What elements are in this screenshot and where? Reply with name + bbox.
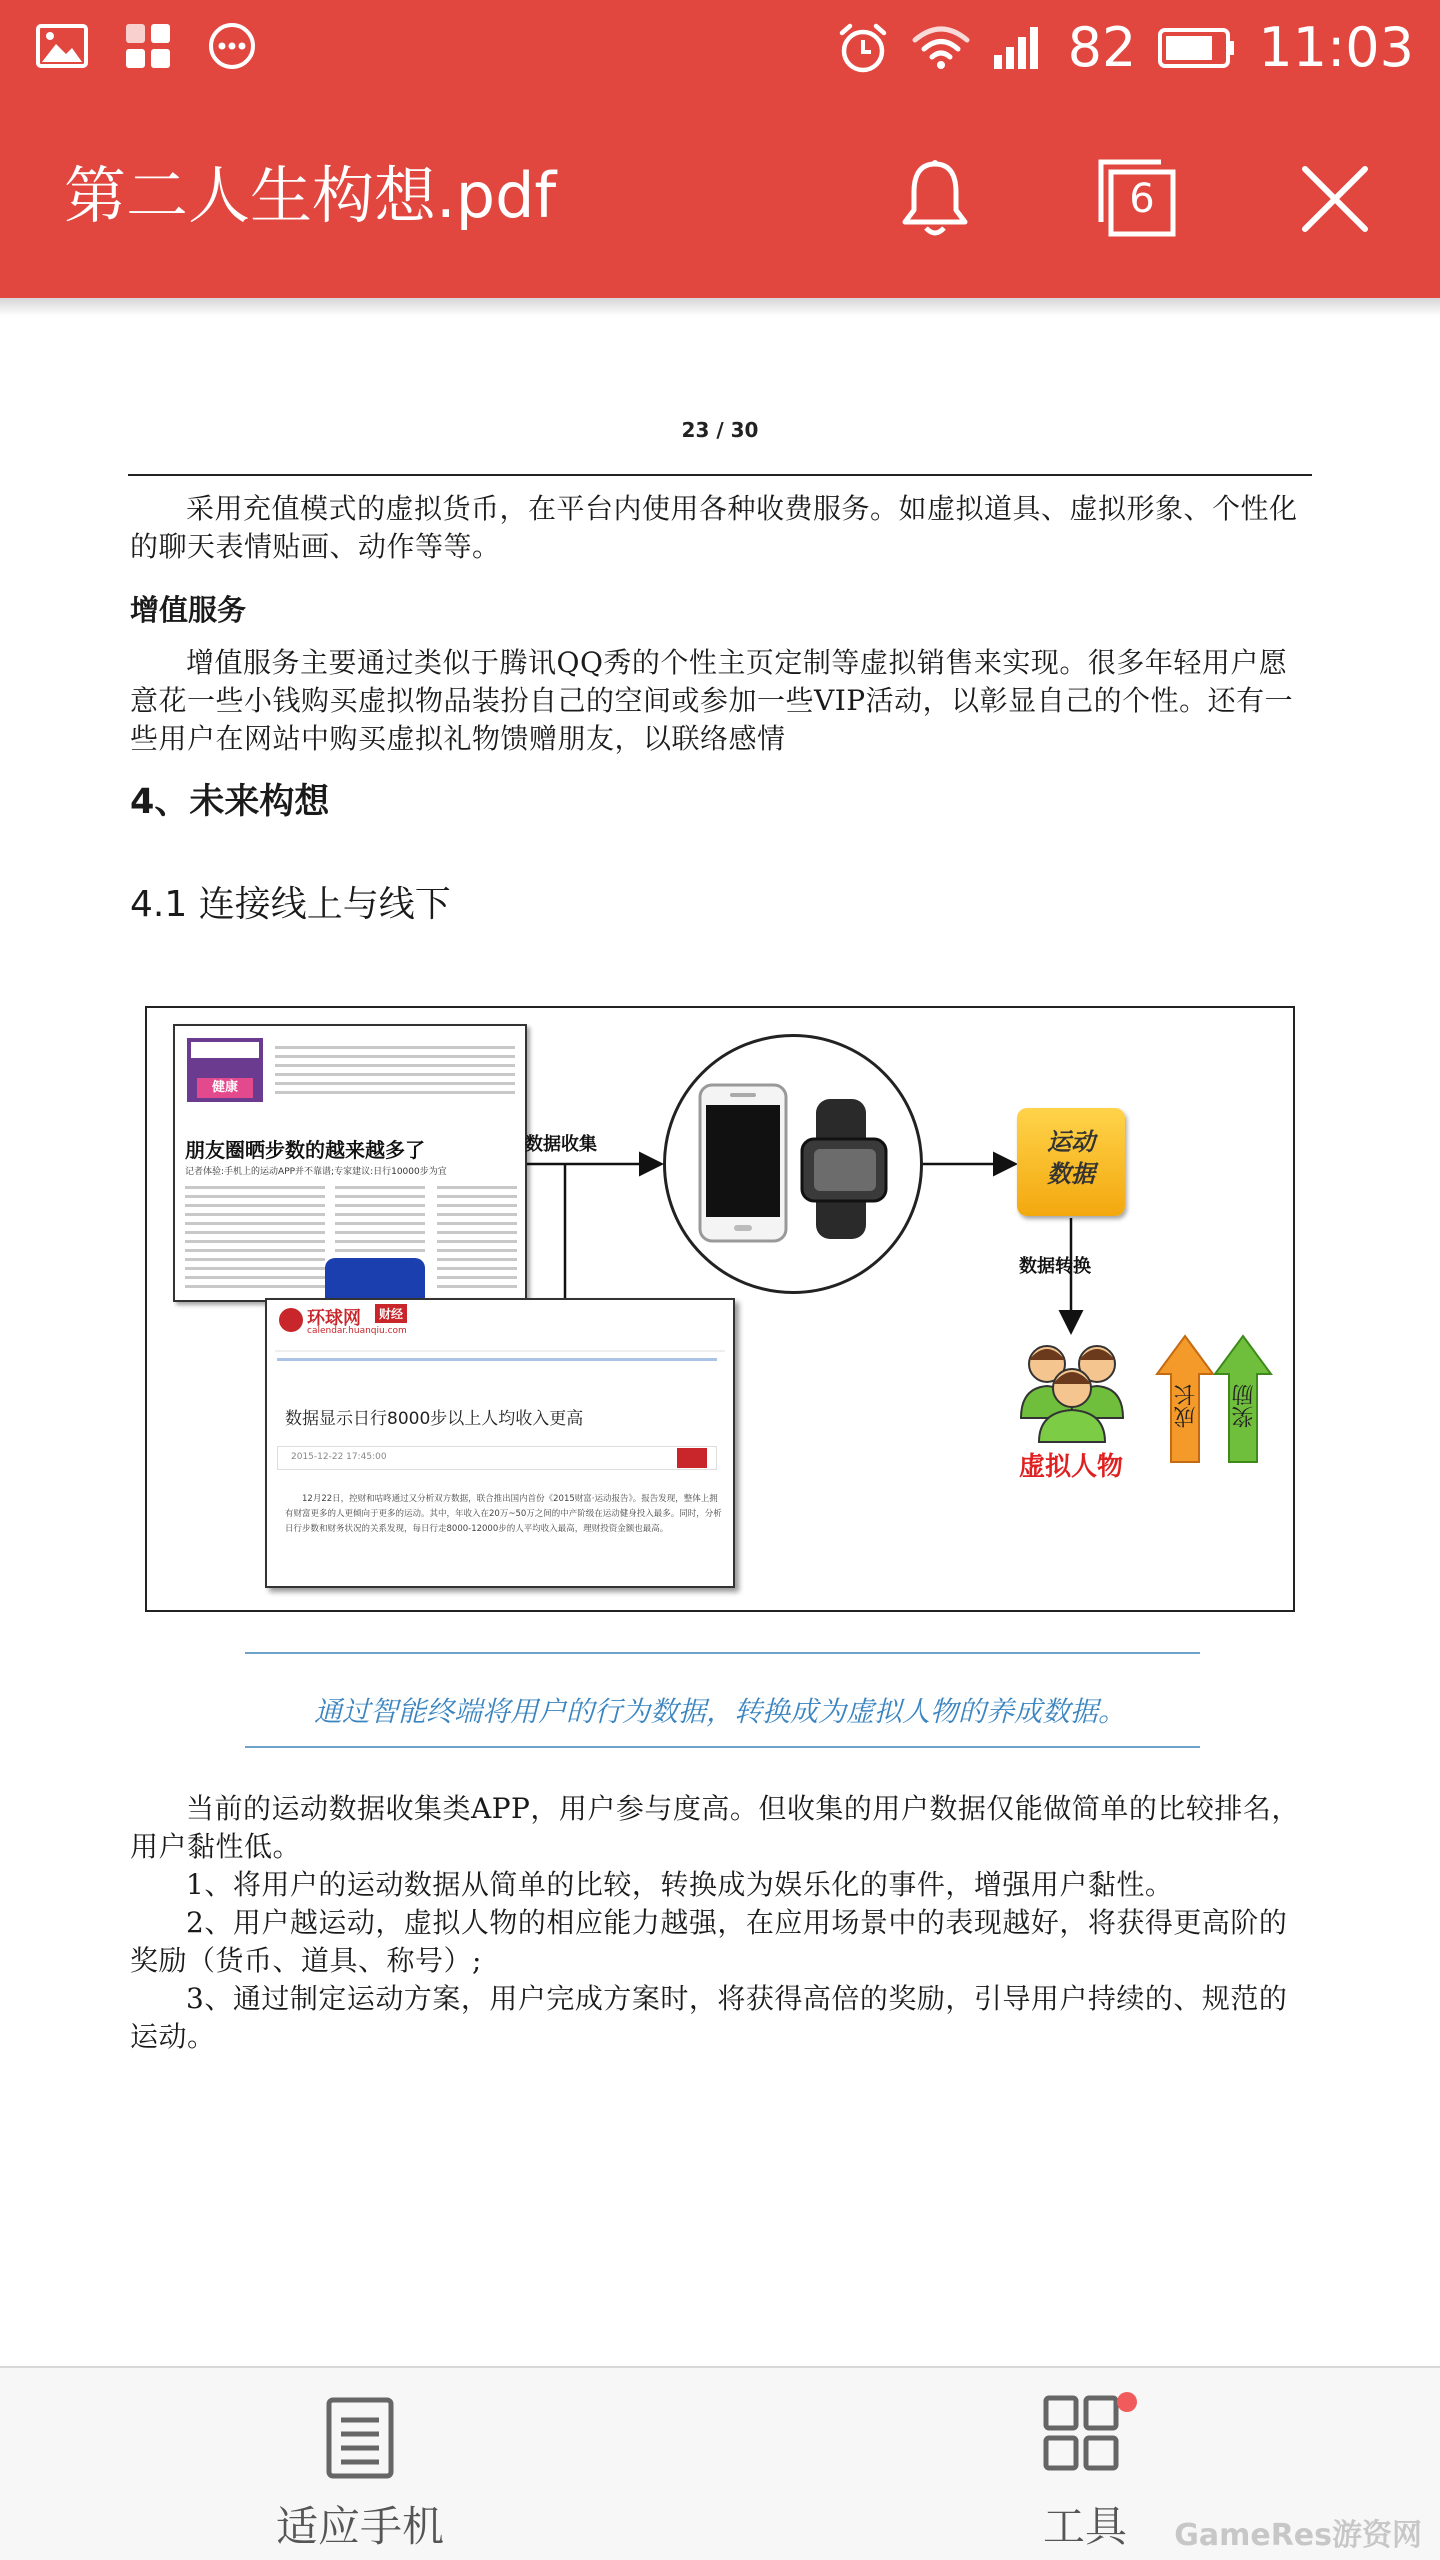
smart-devices-circle [663, 1034, 923, 1294]
status-bar [0, 0, 1440, 98]
sports-data-line1: 运动 [1047, 1128, 1095, 1156]
paragraph-current-apps: 当前的运动数据收集类APP，用户参与度高。但收集的用户数据仅能做简单的比较排名，用户黏性低。 [130, 1792, 1300, 1863]
fit-phone-button[interactable] [210, 2368, 510, 2560]
notification-dot [1117, 2392, 1137, 2412]
newspaper-clipping [173, 1024, 527, 1302]
virtual-characters-icon [1017, 1334, 1127, 1444]
paragraph-point-1: 1、将用户的运动数据从简单的比较，转换成为娱乐化的事件，增强用户黏性。 [186, 1868, 1174, 1901]
newspaper-headline: 朋友圈晒步数的越来越多了 [185, 1138, 425, 1162]
tab-count: 6 [1129, 176, 1155, 222]
smartwatch-icon [794, 1099, 894, 1239]
site-logo: 环球网 [307, 1308, 361, 1329]
sports-data-box [1017, 1108, 1125, 1216]
paragraph-value-added: 增值服务主要通过类似于腾讯QQ秀的个性主页定制等虚拟销售来实现。很多年轻用户愿意花一些小钱购买虚拟物品装扮自己的空间或参加一些VIP活动，以彰显自己的个性。还有一些用户在网站中购买虚拟礼物馈赠朋友，以联络感情 [130, 646, 1294, 755]
label-data-conversion: 数据转换 [1019, 1256, 1091, 1277]
document-fit-icon [323, 2396, 397, 2480]
document-title: 第二人生构想.pdf [64, 159, 557, 232]
close-icon[interactable] [1300, 164, 1370, 234]
newspaper-masthead [187, 1038, 263, 1102]
article-headline: 数据显示日行8000步以上人均收入更高 [285, 1409, 584, 1429]
web-article-screenshot [265, 1298, 735, 1588]
sports-data-line2: 数据 [1047, 1160, 1095, 1188]
battery-level: 82 [1067, 16, 1137, 79]
caption-rule-bottom [245, 1746, 1200, 1748]
wifi-icon [912, 24, 970, 72]
fit-phone-label: 适应手机 [275, 2502, 444, 2551]
figure-caption: 通过智能终端将用户的行为数据，转换成为虚拟人物的养成数据。 [313, 1695, 1126, 1728]
header-rule [128, 474, 1312, 476]
alarm-icon [836, 21, 890, 75]
reward-label: 奖励 [1232, 1384, 1257, 1428]
newspaper-phone-image [325, 1258, 425, 1302]
site-logo-tag: 财经 [375, 1304, 407, 1323]
heading-value-added: 增值服务 [130, 593, 247, 627]
image-icon [36, 24, 88, 68]
heading-section-4-1: 4.1 连接线上与线下 [130, 884, 451, 925]
smartphone-icon [698, 1083, 788, 1243]
logo-mark [279, 1308, 303, 1332]
caption-rule-top [245, 1652, 1200, 1654]
more-icon [208, 22, 256, 70]
apps-icon [124, 22, 172, 70]
title-bar [0, 98, 1440, 298]
signal-icon [992, 25, 1046, 71]
growth-label: 成长 [1174, 1384, 1199, 1428]
bell-icon[interactable] [900, 158, 970, 240]
newspaper-badge: 健康 [197, 1078, 253, 1098]
paragraph-point-2: 2、用户越运动，虚拟人物的相应能力越强，在应用场景中的表现越好，将获得更高阶的奖励（货币、道具、称号）; [130, 1906, 1288, 1977]
newspaper-subhead: 记者体验:手机上的运动APP并不靠谱;专家建议:日行10000步为宜 [185, 1167, 447, 1177]
header-shadow [0, 298, 1440, 316]
tabs-button[interactable] [1095, 156, 1179, 240]
watermark: GameRes游资网 [1174, 2518, 1422, 2553]
article-body: 12月22日，控财和咕咚通过又分析双方数据，联合推出国内首份《2015财富·运动报告》。报告发现，整体上拥有财富更多的人更倾向于更多的运动。其中，年收入在20万~50万之间的中产阶级在运动健身投入最多。同时，分析日行步数和财务状况的关系发现，每日行走8000-12000步的人平均收入最高，理财投资金额也最高。 [285, 1494, 722, 1534]
paragraph-virtual-currency: 采用充值模式的虚拟货币，在平台内使用各种收费服务。如虚拟道具、虚拟形象、个性化的聊天表情贴画、动作等等。 [130, 492, 1298, 563]
heading-future: 4、未来构想 [130, 782, 330, 822]
label-data-collection: 数据收集 [525, 1134, 597, 1155]
battery-icon [1158, 28, 1236, 68]
diagram-figure [145, 1006, 1295, 1612]
app-header [0, 0, 1440, 298]
site-domain: calendar.huanqiu.com [307, 1326, 407, 1336]
tools-label: 工具 [1042, 2502, 1127, 2551]
virtual-character-label: 虚拟人物 [1019, 1452, 1124, 1482]
clock: 11:03 [1258, 16, 1414, 79]
page-indicator: 23 / 30 [681, 418, 759, 442]
article-date: 2015-12-22 17:45:00 [291, 1452, 387, 1462]
paragraph-point-3: 3、通过制定运动方案，用户完成方案时，将获得高倍的奖励，引导用户持续的、规范的运动。 [130, 1982, 1288, 2053]
